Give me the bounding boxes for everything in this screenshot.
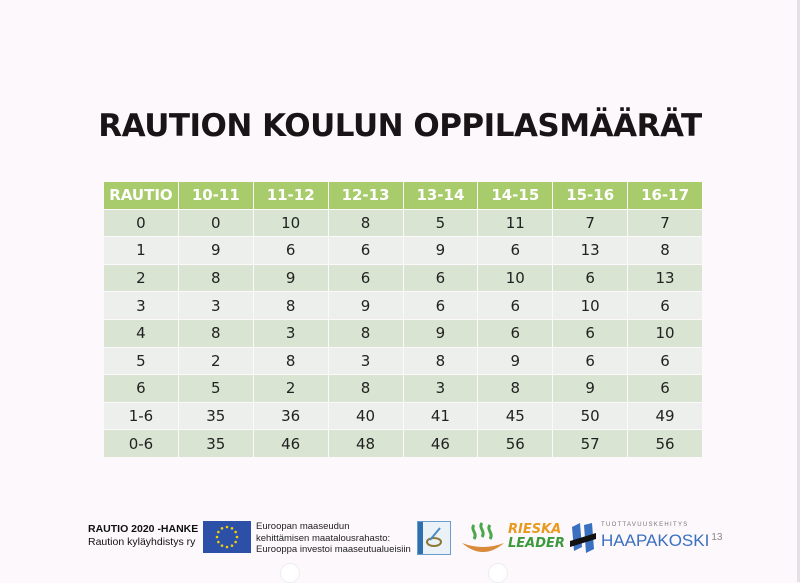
- table-row: [104, 319, 703, 347]
- table-cell: 56: [628, 430, 703, 458]
- table-cell: 9: [478, 347, 553, 375]
- column-header: 11-12: [253, 182, 328, 210]
- haapakoski-row: [601, 531, 722, 550]
- table-cell: 6: [328, 237, 403, 265]
- row-label: 0-6: [104, 430, 179, 458]
- table-cell: 6: [553, 319, 628, 347]
- eu-star-icon: [234, 541, 237, 544]
- row-label: 2: [104, 264, 179, 292]
- row-label: 5: [104, 347, 179, 375]
- page-number: 13: [711, 532, 723, 543]
- table-cell: 6: [328, 264, 403, 292]
- table-cell: 6: [403, 292, 478, 320]
- table-cell: 35: [178, 430, 253, 458]
- column-header: 15-16: [553, 182, 628, 210]
- table-cell: 8: [403, 347, 478, 375]
- table-cell: 5: [403, 209, 478, 237]
- table-cell: 6: [478, 292, 553, 320]
- haapakoski-name: HAAPAKOSKI: [601, 531, 710, 550]
- table-cell: 35: [178, 402, 253, 430]
- eu-star-icon: [221, 544, 224, 547]
- column-header: 13-14: [403, 182, 478, 210]
- row-label: 4: [104, 319, 179, 347]
- rieska-leader-logo: [508, 523, 565, 551]
- project-info: [88, 523, 198, 549]
- organization-name: Raution kyläyhdistys ry: [88, 536, 196, 548]
- table-row: [104, 292, 703, 320]
- table-row: [104, 237, 703, 265]
- binder-hole: [488, 563, 508, 583]
- eu-star-icon: [226, 526, 229, 529]
- table-cell: 6: [628, 347, 703, 375]
- eu-star-icon: [217, 531, 220, 534]
- table-cell: 50: [553, 402, 628, 430]
- table-cell: 10: [628, 319, 703, 347]
- table-cell: 7: [628, 209, 703, 237]
- eu-star-icon: [217, 541, 220, 544]
- table-cell: 3: [253, 319, 328, 347]
- table-row: [104, 402, 703, 430]
- row-label: 3: [104, 292, 179, 320]
- table-row: [104, 347, 703, 375]
- column-header: RAUTIO: [104, 182, 179, 210]
- table-cell: 2: [253, 375, 328, 403]
- eu-star-icon: [221, 527, 224, 530]
- page-title: RAUTION KOULUN OPPILASMÄÄRÄT: [98, 108, 702, 144]
- haapakoski-logo-icon: [568, 521, 598, 560]
- footer: [0, 519, 800, 559]
- column-header: 16-17: [628, 182, 703, 210]
- table-cell: 6: [403, 264, 478, 292]
- haapakoski-subtitle: TUOTTAVUUSKEHITYS: [601, 522, 689, 528]
- table-cell: 36: [253, 402, 328, 430]
- table-cell: 0: [178, 209, 253, 237]
- table-cell: 8: [328, 209, 403, 237]
- table-row: [104, 209, 703, 237]
- table-cell: 48: [328, 430, 403, 458]
- eu-star-icon: [236, 536, 239, 539]
- table-cell: 9: [553, 375, 628, 403]
- table-cell: 46: [253, 430, 328, 458]
- table-cell: 6: [628, 292, 703, 320]
- table-cell: 40: [328, 402, 403, 430]
- eu-star-icon: [234, 531, 237, 534]
- table-cell: 46: [403, 430, 478, 458]
- row-label: 0: [104, 209, 179, 237]
- table-cell: 8: [328, 375, 403, 403]
- table-row: [104, 264, 703, 292]
- column-header: 12-13: [328, 182, 403, 210]
- table-cell: 8: [253, 292, 328, 320]
- table-cell: 13: [628, 264, 703, 292]
- project-name: RAUTIO 2020 -HANKE: [88, 523, 199, 535]
- table-cell: 41: [403, 402, 478, 430]
- table-row: [104, 430, 703, 458]
- leader-logo-icon: [417, 521, 451, 555]
- row-label: 1-6: [104, 402, 179, 430]
- table-cell: 7: [553, 209, 628, 237]
- rieska-text: RIESKA: [508, 522, 562, 537]
- student-count-table: [103, 181, 703, 458]
- table-cell: 8: [178, 319, 253, 347]
- table-cell: 6: [628, 375, 703, 403]
- eu-star-icon: [226, 546, 229, 549]
- table-cell: 13: [553, 237, 628, 265]
- table-cell: 9: [328, 292, 403, 320]
- row-label: 6: [104, 375, 179, 403]
- table-cell: 8: [178, 264, 253, 292]
- table-cell: 10: [478, 264, 553, 292]
- eu-line: Eurooppa investoi maaseutualueisiin: [256, 544, 411, 555]
- table-cell: 9: [253, 264, 328, 292]
- eu-star-icon: [231, 544, 234, 547]
- table-row: [104, 375, 703, 403]
- table-cell: 56: [478, 430, 553, 458]
- eu-flag-icon: [203, 521, 251, 553]
- table-header-row: [104, 182, 703, 210]
- table-cell: 6: [478, 319, 553, 347]
- table-cell: 8: [253, 347, 328, 375]
- eu-line: Euroopan maaseudun: [256, 521, 350, 532]
- table-cell: 9: [403, 237, 478, 265]
- table-cell: 8: [328, 319, 403, 347]
- table-cell: 45: [478, 402, 553, 430]
- eu-star-icon: [216, 536, 219, 539]
- table-cell: 9: [403, 319, 478, 347]
- table-cell: 6: [553, 347, 628, 375]
- table-cell: 3: [403, 375, 478, 403]
- table-cell: 6: [553, 264, 628, 292]
- column-header: 10-11: [178, 182, 253, 210]
- row-label: 1: [104, 237, 179, 265]
- table-cell: 10: [553, 292, 628, 320]
- table-cell: 6: [253, 237, 328, 265]
- table-cell: 2: [178, 347, 253, 375]
- table-cell: 11: [478, 209, 553, 237]
- table-cell: 8: [478, 375, 553, 403]
- table-cell: 10: [253, 209, 328, 237]
- binder-hole: [280, 563, 300, 583]
- table-cell: 9: [178, 237, 253, 265]
- table-cell: 5: [178, 375, 253, 403]
- table-cell: 3: [328, 347, 403, 375]
- table-cell: 49: [628, 402, 703, 430]
- eu-line: kehittämisen maatalousrahasto:: [256, 532, 391, 544]
- table-cell: 8: [628, 237, 703, 265]
- eu-fund-text: [256, 521, 411, 556]
- table-cell: 3: [178, 292, 253, 320]
- eu-star-icon: [231, 527, 234, 530]
- rieska-logo-icon: [460, 521, 506, 560]
- table-cell: 57: [553, 430, 628, 458]
- leader-text: LEADER: [508, 536, 565, 551]
- table-cell: 6: [478, 237, 553, 265]
- column-header: 14-15: [478, 182, 553, 210]
